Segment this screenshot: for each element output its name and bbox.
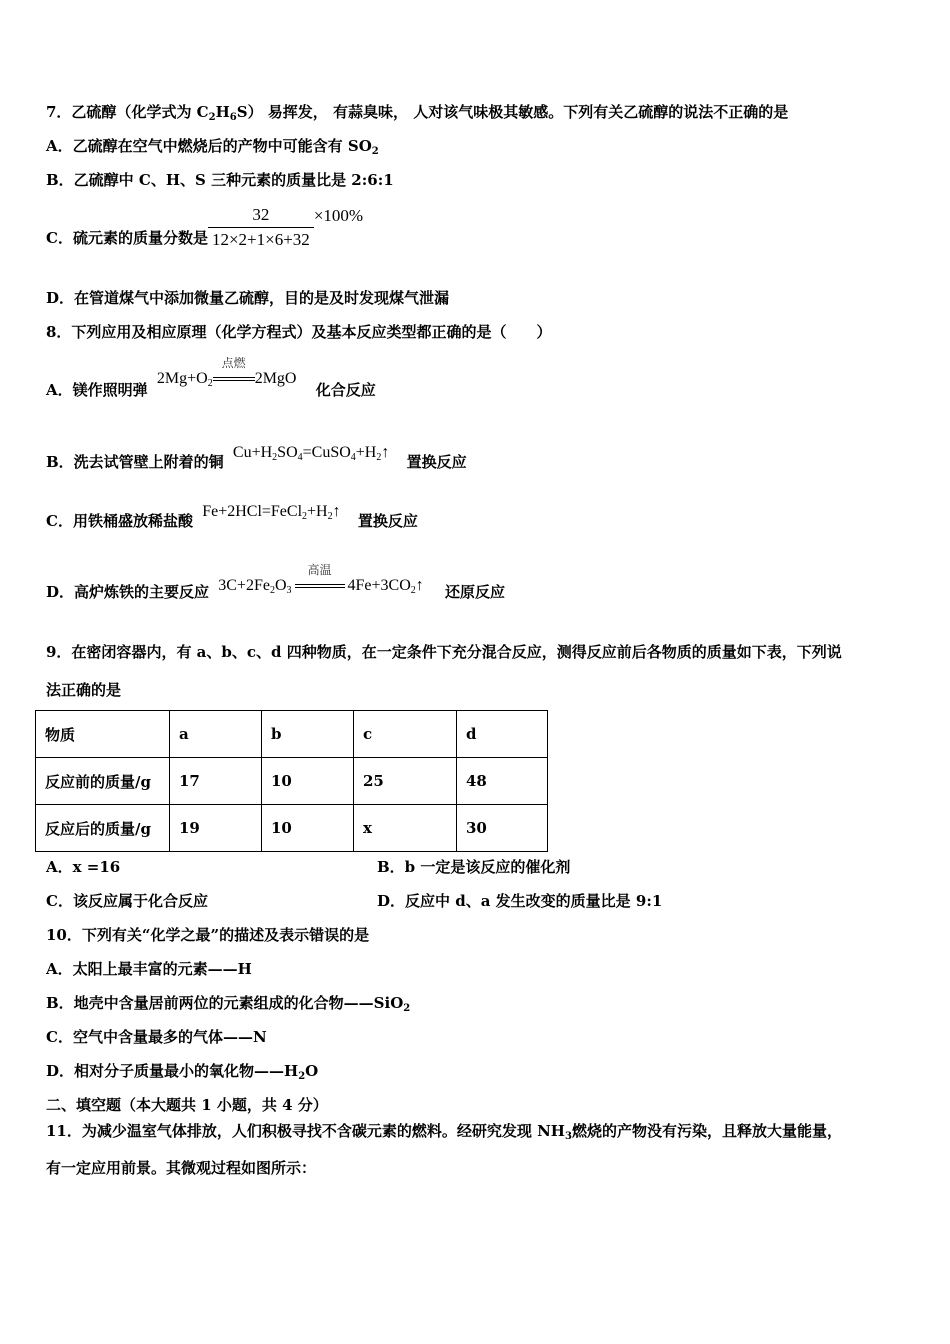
q11-line1: 11．为减少温室气体排放，人们积极寻找不含碳元素的燃料。经研究发现 $NH_3$燃烧的产物没有污染，且释放大量能量，: [46, 1122, 842, 1142]
q9-option-d: D．反应中 d、a 发生改变的质量比是 9:1: [377, 892, 663, 910]
q9-stem-line2: 法正确的是: [46, 681, 122, 699]
table-cell: 10: [262, 758, 354, 805]
q8-option-d: D．高炉炼铁的主要反应 $3C+2Fe_2O_3$ 高温 $4Fe+3CO_2↑$ 还原反应: [46, 563, 506, 601]
q7-option-a: A．乙硫醇在空气中燃烧后的产物中可能含有 $SO_2$: [46, 137, 379, 157]
table-cell: 30: [457, 805, 548, 852]
q9-stem-line1: 9．在密闭容器内，有 a、b、c、d 四种物质，在一定条件下充分混合反应，测得反应前后各物质的质量如下表，下列说: [46, 643, 842, 661]
mass-fraction-formula: $\frac{32}{12\times 2+1\times 6+32}$: [208, 205, 314, 250]
q7-option-b: B．乙硫醇中 C、H、S 三种元素的质量比是 2:6:1: [46, 171, 394, 189]
table-cell: 25: [354, 758, 457, 805]
table-cell: 19: [170, 805, 262, 852]
q10-option-d: D．相对分子质量最小的氧化物$——H_2O$: [46, 1062, 319, 1082]
condition-ignite: 点燃: [213, 369, 255, 389]
mass-table: [35, 710, 548, 852]
table-cell: b: [262, 711, 354, 758]
table-cell: 反应后的质量/g: [36, 805, 170, 852]
q10-option-c: C．空气中含量最多的气体——N: [46, 1028, 267, 1046]
q8-option-a: A．镁作照明弹 $2Mg+O_2$ 点燃 2MgO 化合反应: [46, 356, 376, 399]
table-row: [36, 805, 548, 852]
table-cell: x: [354, 805, 457, 852]
table-cell: 17: [170, 758, 262, 805]
q11-line2: 有一定应用前景。其微观过程如图所示：: [46, 1159, 317, 1177]
table-cell: a: [170, 711, 262, 758]
q8-option-c: C．用铁桶盛放稀盐酸 $Fe+2HCl=FeCl_2+H_2↑$ 置换反应: [46, 503, 418, 530]
q9-option-b: B．b 一定是该反应的催化剂: [377, 858, 571, 876]
table-cell: d: [457, 711, 548, 758]
q10-stem: 10．下列有关“化学之最”的描述及表示错误的是: [46, 926, 370, 944]
q7-option-d: D．在管道煤气中添加微量乙硫醇，目的是及时发现煤气泄漏: [46, 289, 450, 307]
q10-option-a: A．太阳上最丰富的元素——H: [46, 960, 252, 978]
table-row: [36, 711, 548, 758]
q9-option-a: A．x =16: [46, 858, 121, 876]
table-cell: 48: [457, 758, 548, 805]
table-cell: 10: [262, 805, 354, 852]
q7-stem: 7．乙硫醇（化学式为 $C_2H_6S$） 易挥发， 有蒜臭味， 人对该气味极其敏感。下列有关乙硫醇的说法不正确的是: [46, 103, 789, 123]
equation-a: $2Mg+O_2$ 点燃 2MgO: [156, 356, 297, 389]
equation-d: $3C+2Fe_2O_3$ 高温 $4Fe+3CO_2↑$: [218, 563, 424, 596]
q8-stem: 8．下列应用及相应原理（化学方程式）及基本反应类型都正确的是（ ）: [46, 323, 552, 341]
equation-b: $Cu+H_2SO_4=CuSO_4+H_2↑$: [232, 444, 390, 463]
condition-high-temp: 高温: [292, 576, 348, 596]
q9-option-c: C．该反应属于化合反应: [46, 892, 208, 910]
table-row: [36, 758, 548, 805]
q10-option-b: B．地壳中含量居前两位的元素组成的化合物——SiO$_2$: [46, 994, 411, 1014]
table-cell: c: [354, 711, 457, 758]
equation-c: $Fe+2HCl=FeCl_2+H_2↑$: [202, 503, 341, 522]
q7-option-c: C．硫元素的质量分数是 $\frac{32}{12\times 2+1\times 6+32}$ ×100%: [46, 205, 364, 249]
table-cell: 物质: [36, 711, 170, 758]
table-cell: 反应前的质量/g: [36, 758, 170, 805]
q8-option-b: B．洗去试管壁上附着的铜 $Cu+H_2SO_4=CuSO_4+H_2↑$ 置换反应: [46, 444, 467, 471]
section-heading: 二、填空题（本大题共 1 小题，共 4 分）: [46, 1096, 328, 1114]
